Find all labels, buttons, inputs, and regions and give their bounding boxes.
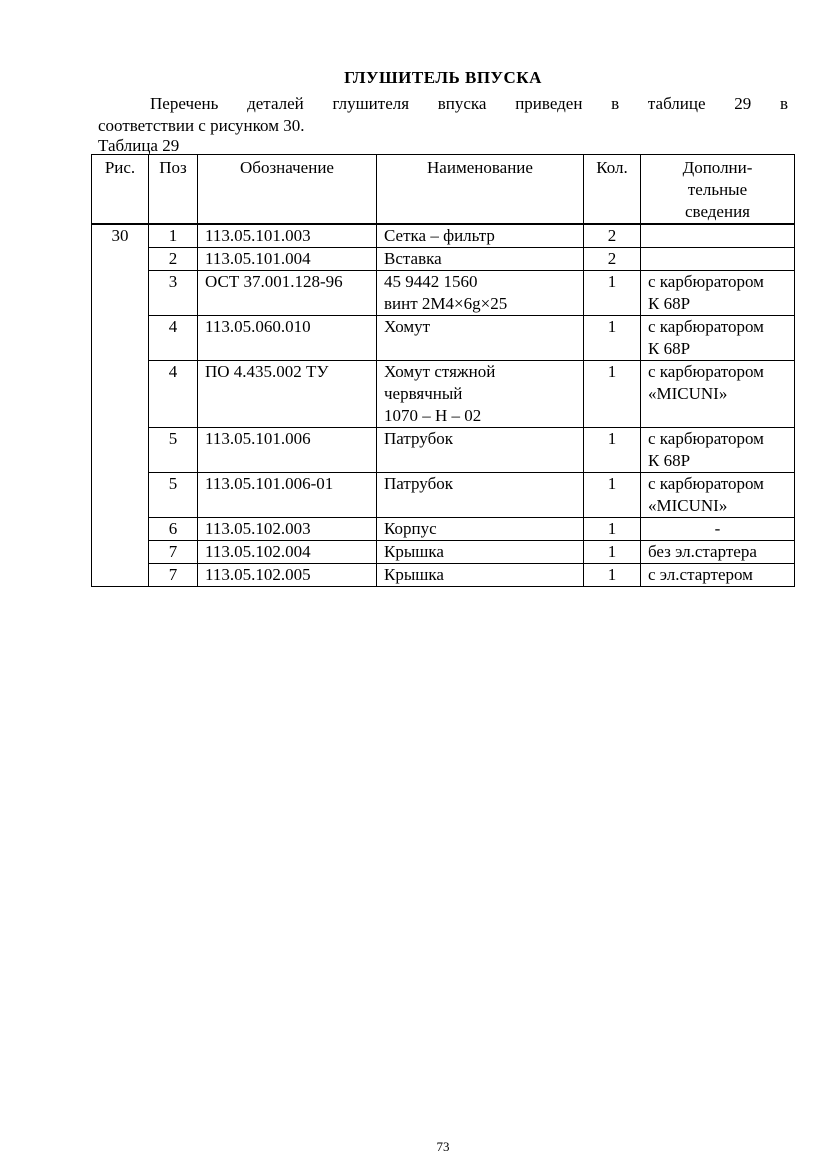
cell-figure: 30 — [92, 224, 149, 587]
cell-designation: 113.05.101.006-01 — [198, 473, 377, 518]
cell-pos: 7 — [149, 564, 198, 587]
page-number: 73 — [436, 1139, 450, 1154]
cell-qty: 1 — [584, 316, 641, 361]
cell-pos: 2 — [149, 248, 198, 271]
table-header-row — [92, 155, 795, 225]
cell-info: без эл.стартера — [641, 541, 795, 564]
header-qty: Кол. — [584, 155, 641, 225]
table-body — [92, 224, 795, 587]
header-designation: Обозначение — [198, 155, 377, 225]
table-caption: Таблица 29 — [98, 136, 180, 155]
cell-designation: 113.05.102.003 — [198, 518, 377, 541]
cell-designation: ПО 4.435.002 ТУ — [198, 361, 377, 428]
table-row — [92, 428, 795, 473]
table-row — [92, 541, 795, 564]
cell-pos: 1 — [149, 224, 198, 248]
cell-name: Крышка — [377, 541, 584, 564]
cell-info — [641, 248, 795, 271]
table-row — [92, 248, 795, 271]
header-name: Наименование — [377, 155, 584, 225]
cell-designation: 113.05.060.010 — [198, 316, 377, 361]
cell-pos: 6 — [149, 518, 198, 541]
cell-designation: 113.05.101.003 — [198, 224, 377, 248]
cell-qty: 1 — [584, 541, 641, 564]
table-row — [92, 473, 795, 518]
cell-qty: 1 — [584, 518, 641, 541]
intro-line-1: Перечень деталей глушителя впуска приведен в таблице 29 в — [150, 94, 788, 113]
table-row — [92, 518, 795, 541]
cell-info: с эл.стартером — [641, 564, 795, 587]
cell-designation: ОСТ 37.001.128-96 — [198, 271, 377, 316]
cell-qty: 1 — [584, 564, 641, 587]
cell-name: Корпус — [377, 518, 584, 541]
cell-pos: 5 — [149, 428, 198, 473]
table-row — [92, 271, 795, 316]
cell-qty: 1 — [584, 428, 641, 473]
parts-table — [91, 154, 795, 587]
header-info: Дополни- тельные сведения — [641, 155, 795, 225]
cell-info — [641, 224, 795, 248]
cell-name: Хомут стяжной червячный 1070 – Н – 02 — [377, 361, 584, 428]
cell-pos: 4 — [149, 361, 198, 428]
intro-line-2: соответствии с рисунком 30. — [98, 116, 305, 135]
table-row — [92, 224, 795, 248]
cell-designation: 113.05.102.004 — [198, 541, 377, 564]
cell-qty: 2 — [584, 248, 641, 271]
cell-designation: 113.05.101.004 — [198, 248, 377, 271]
cell-info: с карбюратором К 68Р — [641, 428, 795, 473]
cell-designation: 113.05.102.005 — [198, 564, 377, 587]
cell-pos: 4 — [149, 316, 198, 361]
table-row — [92, 564, 795, 587]
cell-name: Вставка — [377, 248, 584, 271]
intro-paragraph — [98, 93, 788, 137]
cell-info: с карбюратором «MICUNI» — [641, 361, 795, 428]
cell-pos: 3 — [149, 271, 198, 316]
cell-qty: 1 — [584, 271, 641, 316]
cell-name: Крышка — [377, 564, 584, 587]
cell-pos: 7 — [149, 541, 198, 564]
cell-name: Хомут — [377, 316, 584, 361]
section-title: ГЛУШИТЕЛЬ ВПУСКА — [344, 68, 542, 87]
cell-info: с карбюратором «MICUNI» — [641, 473, 795, 518]
cell-name: 45 9442 1560 винт 2М4×6g×25 — [377, 271, 584, 316]
cell-name: Сетка – фильтр — [377, 224, 584, 248]
cell-info: - — [641, 518, 795, 541]
cell-qty: 1 — [584, 361, 641, 428]
cell-qty: 1 — [584, 473, 641, 518]
cell-pos: 5 — [149, 473, 198, 518]
header-fig: Рис. — [92, 155, 149, 225]
cell-designation: 113.05.101.006 — [198, 428, 377, 473]
cell-info: с карбюратором К 68Р — [641, 271, 795, 316]
cell-qty: 2 — [584, 224, 641, 248]
cell-info: с карбюратором К 68Р — [641, 316, 795, 361]
cell-name: Патрубок — [377, 428, 584, 473]
table-row — [92, 316, 795, 361]
cell-name: Патрубок — [377, 473, 584, 518]
header-pos: Поз — [149, 155, 198, 225]
table-row — [92, 361, 795, 428]
